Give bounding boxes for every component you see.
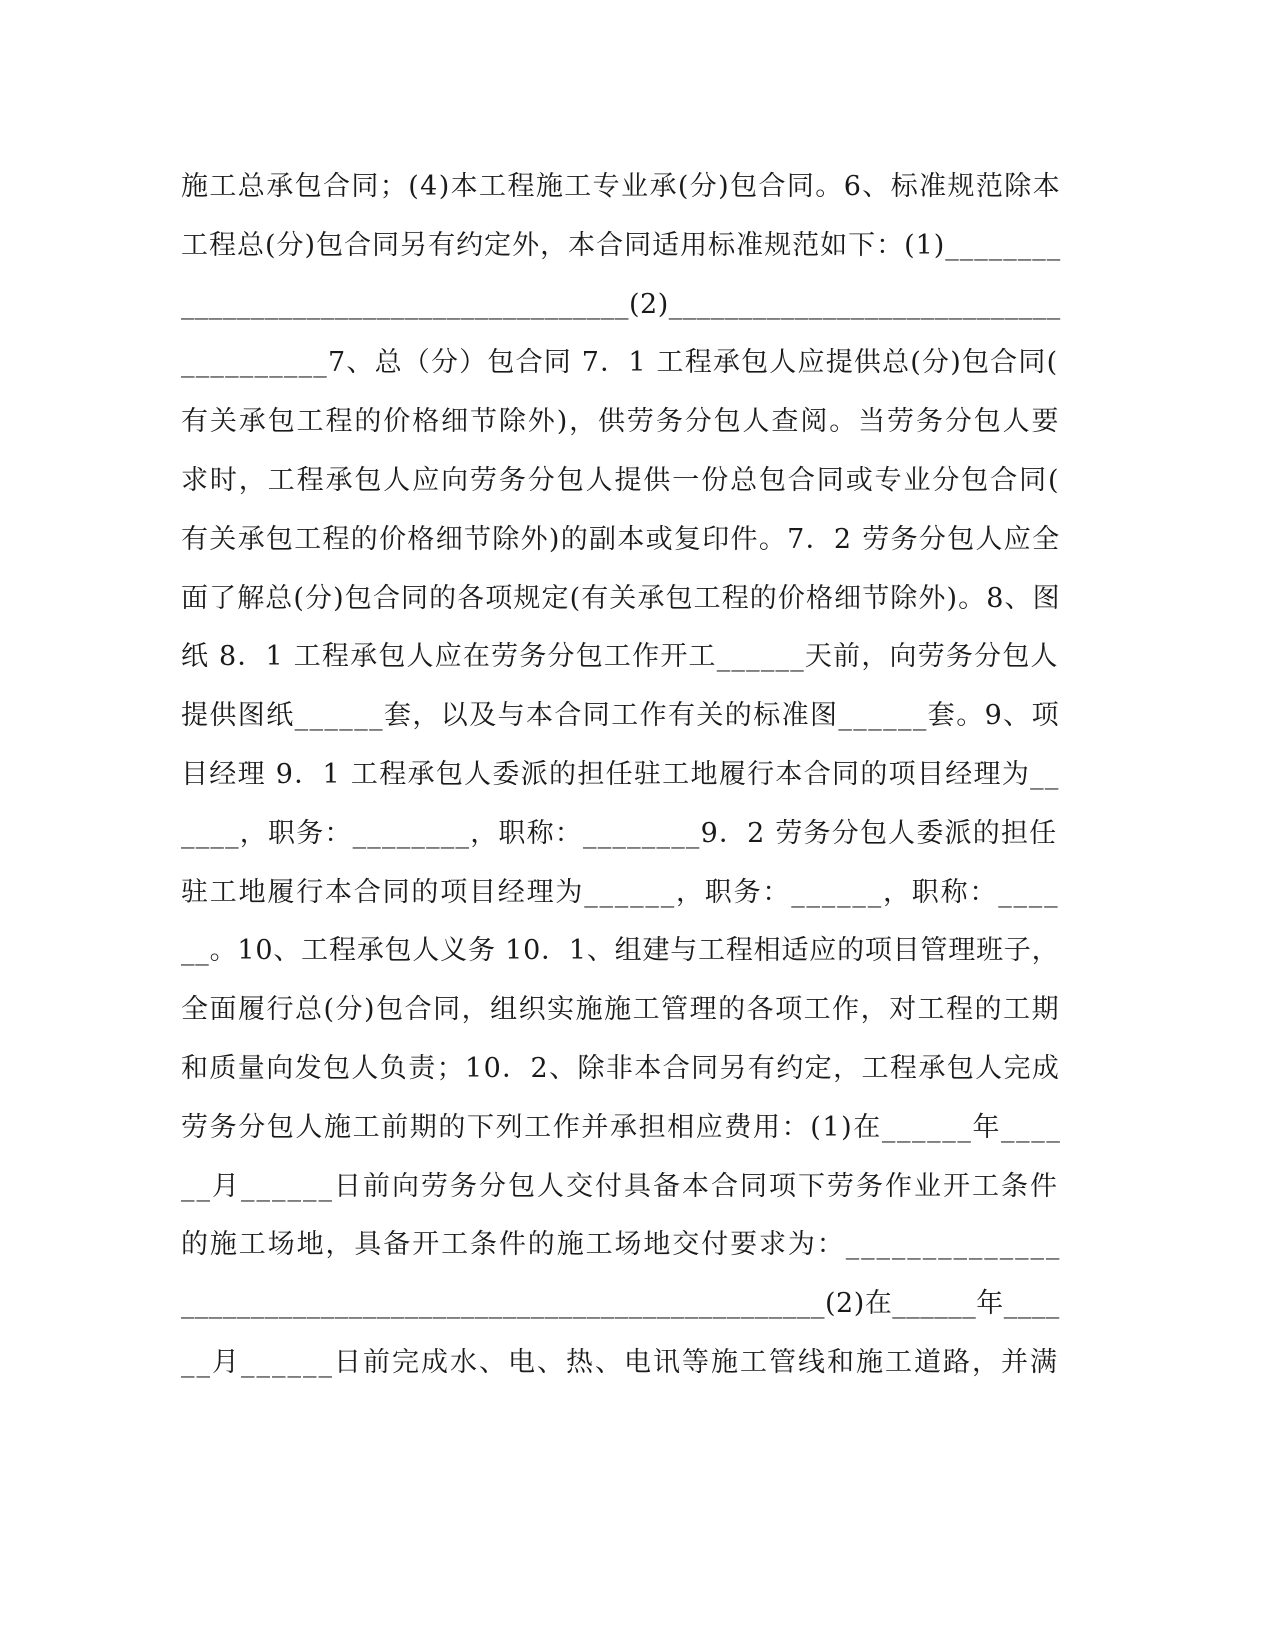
text-line: 纸 8．1 工程承包人应在劳务分包工作开工______天前，向劳务分包人 [181,641,1059,673]
text-line: __月______日前完成水、电、热、电讯等施工管线和施工道路，并满 [181,1346,1059,1378]
text-line: __。10、工程承包人义务 10．1、组建与工程相适应的项目管理班子， [181,935,1060,967]
text-line: 驻工地履行本合同的项目经理为______，职务：______，职称：____ [181,876,1060,908]
text-line: 全面履行总(分)包合同，组织实施施工管理的各项工作，对工程的工期 [181,994,1061,1026]
text-line: __月______日前向劳务分包人交付具备本合同项下劳务作业开工条件 [181,1170,1059,1202]
text-line: ________________________________(2)____________________________ [181,288,1061,320]
text-line: ______________________________________________(2)在______年____ [181,1288,1060,1320]
text-line: 求时，工程承包人应向劳务分包人提供一份总包合同或专业分包合同( [181,464,1061,496]
text-line: ____，职务：________，职称：________9．2 劳务分包人委派的担任 [181,817,1058,849]
text-line: 有关承包工程的价格细节除外)的副本或复印件。7．2 劳务分包人应全 [181,523,1061,555]
text-line: 施工总承包合同；(4)本工程施工专业承(分)包合同。6、标准规范除本 [181,171,1062,202]
text-line: 工程总(分)包合同另有约定外，本合同适用标准规范如下：(1)________ [181,229,1062,261]
text-line: 面了解总(分)包合同的各项规定(有关承包工程的价格细节除外)。8、图 [181,582,1061,614]
text-line: 的施工场地，具备开工条件的施工场地交付要求为：______________ [181,1229,1062,1261]
document-body [181,158,1061,1393]
text-line: __________7、总（分）包合同 7．1 工程承包人应提供总(分)包合同( [181,347,1059,379]
text-line: 劳务分包人施工前期的下列工作并承担相应费用：(1)在______年____ [181,1111,1062,1143]
text-line: 提供图纸______套，以及与本合同工作有关的标准图______套。9、项 [181,700,1060,732]
text-line: 目经理 9．1 工程承包人委派的担任驻工地履行本合同的项目经理为__ [181,758,1060,790]
text-line: 有关承包工程的价格细节除外)，供劳务分包人查阅。当劳务分包人要 [181,406,1061,438]
text-line: 和质量向发包人负责；10．2、除非本合同另有约定，工程承包人完成 [181,1052,1061,1084]
